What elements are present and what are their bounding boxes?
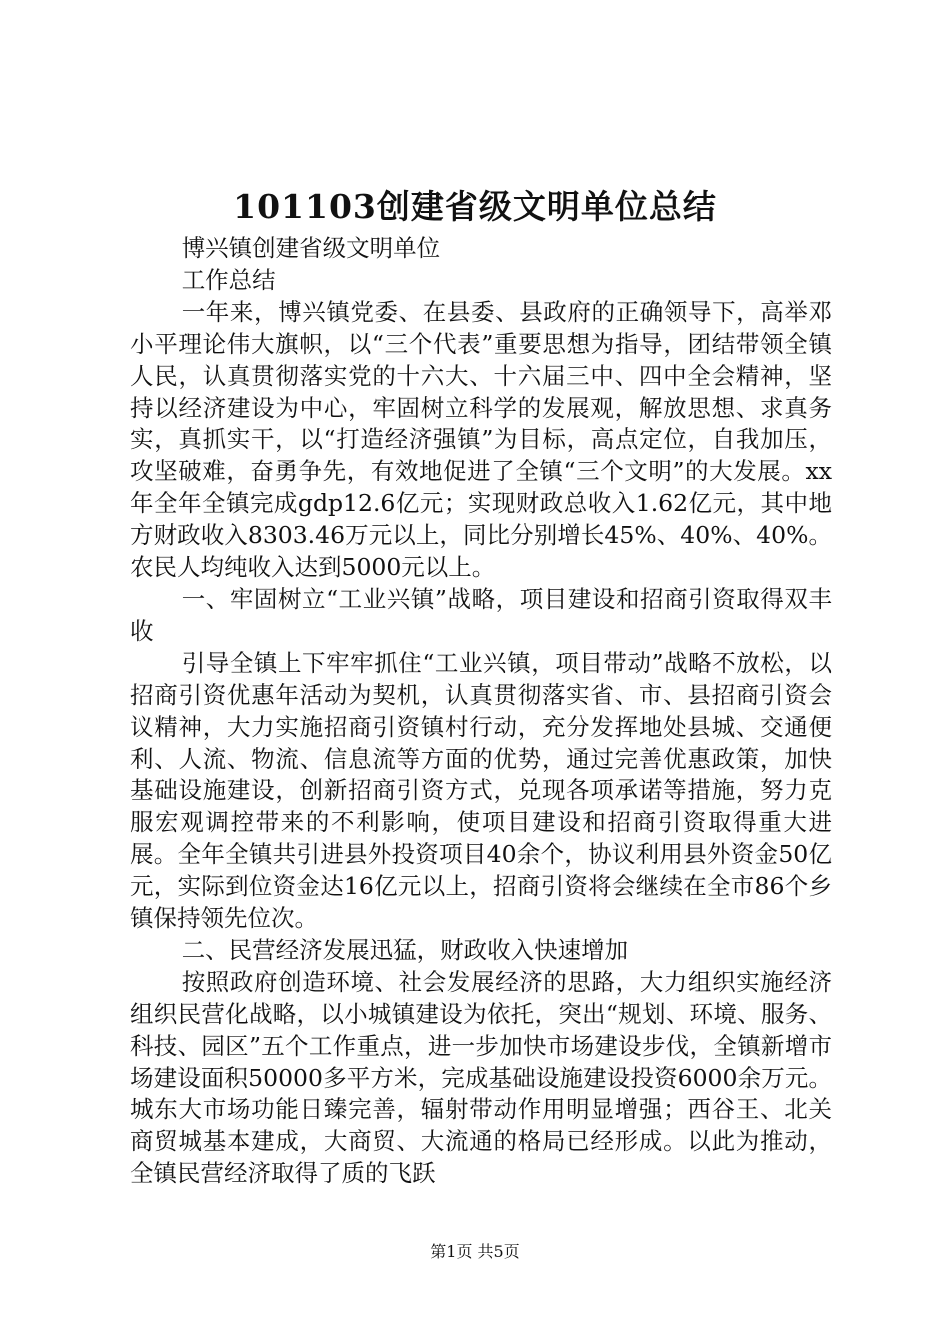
paragraph: 引导全镇上下牢牢抓住“工业兴镇，项目带动”战略不放松，以招商引资优惠年活动为契机，认真贯彻落实省、市、县招商引资会议精神，大力实施招商引资镇村行动，充分发挥地处县城、交通便利、人流、物流、信息流等方面的优势，通过完善优惠政策，加快基础设施建设，创新招商引资方式，兑现各项承诺等措施，努力克服宏观调控带来的不利影响，使项目建设和招商引资取得重大进展。全年全镇共引进县外投资项目40余个，协议利用县外资金50亿元，实际到位资金达16亿元以上，招商引资将会继续在全市86个乡镇保持领先位次。 — [130, 648, 832, 933]
page-number: 第1页 共5页 — [430, 1242, 520, 1261]
paragraph: 工作总结 — [181, 265, 276, 294]
section-heading: 一、牢固树立“工业兴镇”战略，项目建设和招商引资取得双丰收 — [130, 584, 832, 645]
paragraph: 博兴镇创建省级文明单位 — [181, 234, 441, 262]
document-body — [130, 233, 832, 1190]
paragraph: 一年来，博兴镇党委、在县委、县政府的正确领导下，高举邓小平理论伟大旗帜，以“三个代表”重要思想为指导，团结带领全镇人民，认真贯彻落实党的十六大、十六届三中、四中全会精神，坚持以经济建设为中心，牢固树立科学的发展观，解放思想、求真务实，真抓实干，以“打造经济强镇”为目标，高点定位，自我加压，攻坚破难，奋勇争先，有效地促进了全镇“三个文明”的大发展。xx年全年全镇完成gdp12.6亿元；实现财政总收入1.62亿元，其中地方财政收入8303.46万元以上，同比分别增长45%、40%、40%。农民人均纯收入达到5000元以上。 — [130, 297, 832, 582]
paragraph: 按照政府创造环境、社会发展经济的思路，大力组织实施经济组织民营化战略，以小城镇建设为依托，突出“规划、环境、服务、科技、园区”五个工作重点，进一步加快市场建设步伐，全镇新增市场建设面积50000多平方米，完成基础设施建设投资6000余万元。城东大市场功能日臻完善，辐射带动作用明显增强；西谷王、北关商贸城基本建成，大商贸、大流通的格局已经形成。以此为推动，全镇民营经济取得了质的飞跃 — [130, 967, 832, 1188]
document-title: 101103创建省级文明单位总结 — [233, 187, 717, 226]
section-heading: 二、民营经济发展迅猛，财政收入快速增加 — [181, 935, 629, 964]
